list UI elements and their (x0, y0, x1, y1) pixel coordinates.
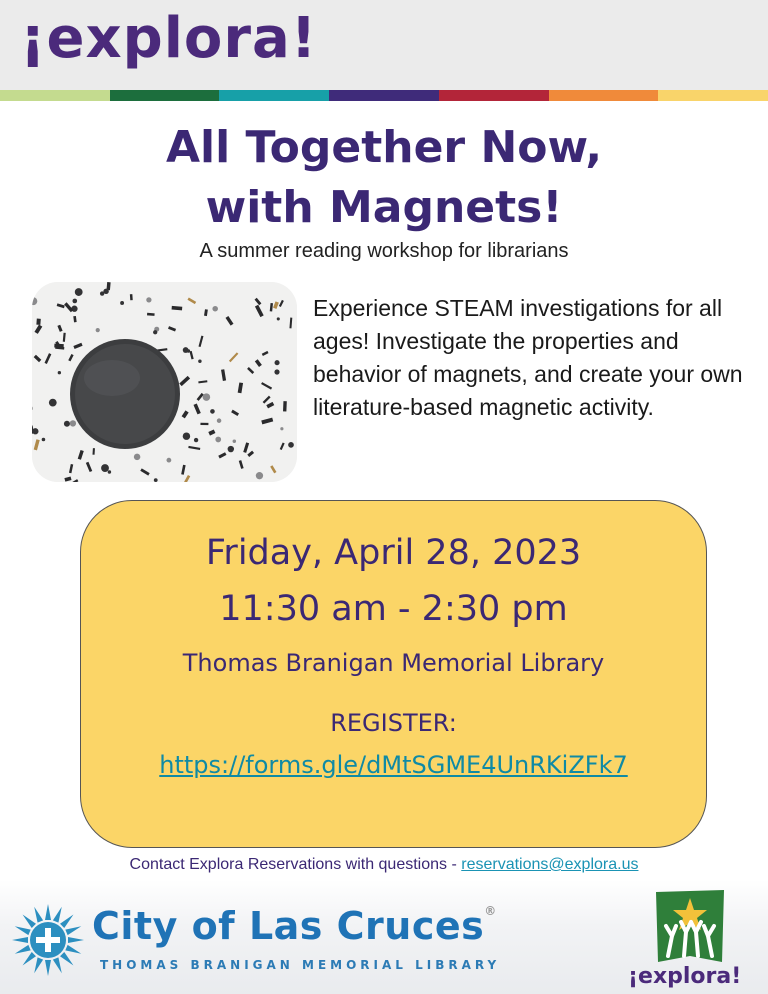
hardware-piece (283, 401, 287, 411)
sun-ray (60, 912, 76, 928)
sun-ray (65, 923, 82, 935)
hardware-piece (75, 288, 83, 296)
sun-ray (68, 937, 84, 943)
explora-logo: ¡explora! (20, 6, 318, 71)
event-venue: Thomas Branigan Memorial Library (182, 649, 605, 677)
sun-ray (14, 945, 31, 957)
sun-ray (53, 906, 65, 923)
hardware-piece (32, 428, 38, 434)
hardware-piece (70, 420, 76, 426)
hardware-piece (256, 472, 263, 479)
hardware-piece (166, 458, 171, 463)
hardware-piece (212, 306, 218, 312)
sun-ray (65, 945, 82, 957)
registered-mark: ® (484, 904, 497, 918)
event-details-card (80, 500, 707, 848)
sun-ray (20, 912, 36, 928)
stripe-segment (329, 90, 439, 101)
hardware-piece (215, 437, 221, 443)
hardware-piece (72, 299, 77, 304)
sun-ray (53, 957, 65, 974)
sun-ray (31, 906, 43, 923)
stripe-segment (110, 90, 220, 101)
hardware-piece (275, 360, 280, 365)
hardware-piece (101, 464, 109, 472)
magnet-photo (32, 282, 297, 482)
event-title-line-2: with Magnets! (205, 182, 563, 233)
stripe-segment (219, 90, 329, 101)
hardware-piece (217, 418, 222, 423)
sun-seal-icon (10, 902, 86, 978)
event-description: Experience STEAM investigations for all ages! Investigate the properties and behavior of magnets, and create your own literature-based magnetic activity. (313, 295, 743, 420)
register-link[interactable]: https://forms.gle/dMtSGME4UnRKiZFk7 (159, 751, 628, 779)
hardware-piece (130, 294, 133, 300)
sun-ray (60, 952, 76, 968)
sun-ray (20, 952, 36, 968)
hardware-piece (153, 330, 157, 334)
contact-email-link[interactable]: reservations@explora.us (461, 856, 639, 873)
hardware-piece (200, 423, 208, 425)
header-bar (0, 0, 768, 90)
footer (0, 880, 768, 994)
event-subtitle: A summer reading workshop for librarians (199, 240, 569, 262)
city-name-text: City of Las Cruces (92, 904, 485, 948)
hardware-piece (146, 297, 151, 302)
stripe-segment (0, 90, 110, 101)
stripe-segment (658, 90, 768, 101)
stripe-segment (549, 90, 659, 101)
hardware-piece (233, 439, 236, 442)
hardware-piece (96, 328, 100, 332)
event-date: Friday, April 28, 2023 (205, 533, 582, 573)
hardware-piece (103, 289, 108, 294)
hardware-piece (274, 369, 279, 374)
color-stripe (0, 90, 768, 101)
stripe-segment (439, 90, 549, 101)
event-time: 11:30 am - 2:30 pm (219, 589, 568, 629)
hardware-piece (154, 478, 158, 482)
hardware-piece (288, 442, 294, 448)
hardware-piece (183, 347, 189, 353)
register-label: REGISTER: (330, 709, 457, 737)
sun-ray (12, 937, 28, 943)
sun-ray (14, 923, 31, 935)
hardware-piece (42, 438, 46, 442)
hardware-piece (147, 313, 155, 316)
sun-ray (45, 904, 51, 920)
hardware-piece (58, 371, 61, 374)
hardware-piece (198, 360, 201, 363)
hardware-piece (203, 393, 211, 401)
hardware-piece (194, 438, 198, 442)
explora-footer-logo: ¡explora! (628, 964, 742, 989)
sun-ray (45, 960, 51, 976)
hardware-piece (134, 454, 141, 461)
hardware-piece (92, 448, 94, 455)
contact-text: Contact Explora Reservations with questions - (129, 856, 462, 873)
event-title-line-1: All Together Now, (165, 122, 603, 173)
explora-hands-badge-icon (650, 886, 730, 966)
hardware-piece (108, 470, 111, 473)
hardware-piece (277, 317, 280, 320)
hardware-piece (36, 319, 40, 325)
hardware-piece (54, 344, 63, 348)
hardware-piece (120, 301, 124, 305)
sun-ray (31, 957, 43, 974)
hardware-piece (64, 421, 70, 427)
hardware-piece (280, 427, 283, 430)
city-name (92, 904, 497, 948)
library-name: THOMAS BRANIGAN MEMORIAL LIBRARY (100, 958, 501, 972)
contact-line (0, 856, 768, 874)
hardware-piece (183, 432, 190, 439)
hardware-piece (228, 446, 234, 452)
hardware-piece (210, 409, 215, 414)
hardware-piece (49, 399, 57, 407)
